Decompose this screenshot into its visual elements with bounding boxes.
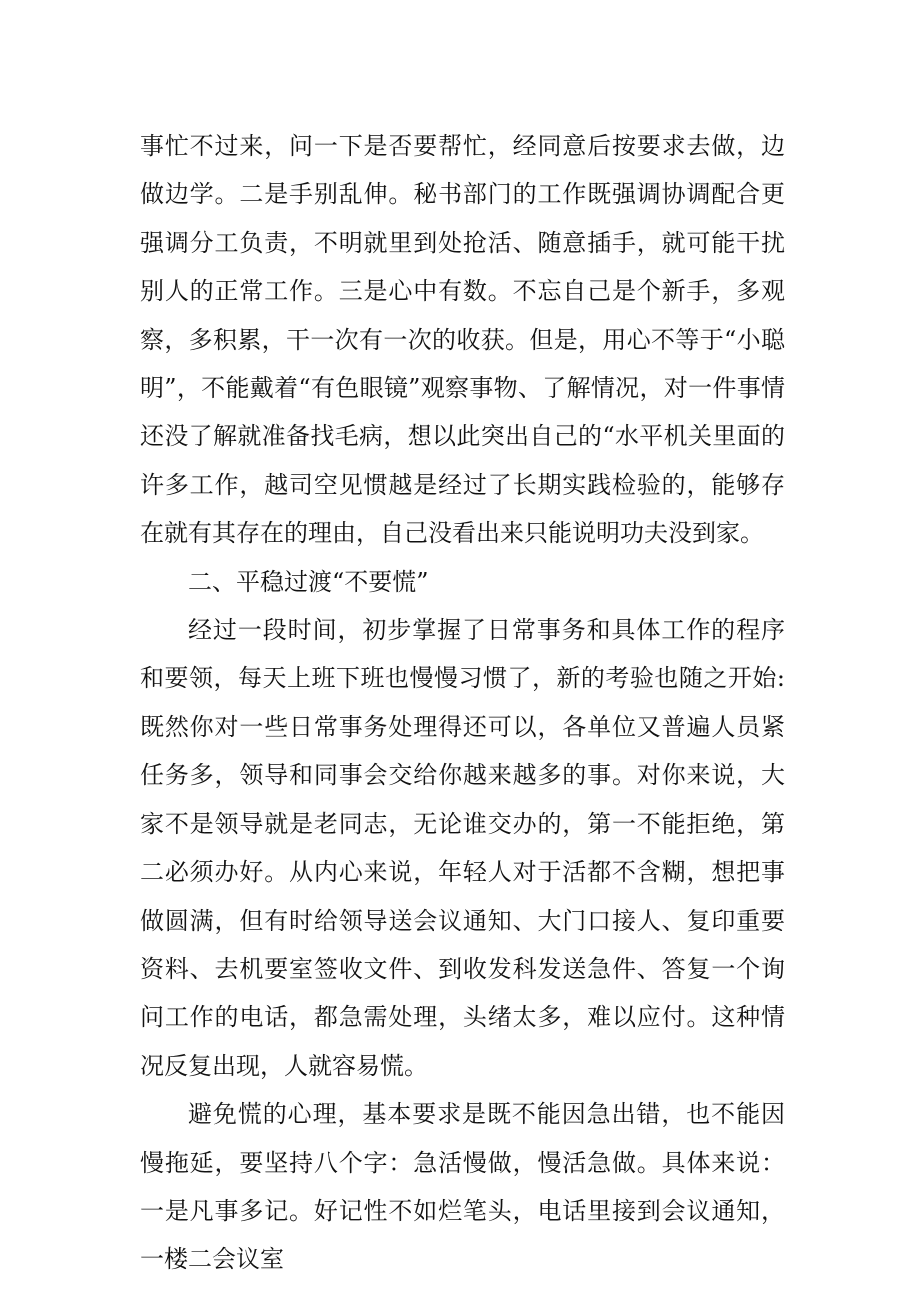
paragraph-continuation: 事忙不过来，问一下是否要帮忙，经同意后按要求去做，边做边学。二是手别乱伸。秘书部门的工作既强调协调配合更强调分工负责，不明就里到处抢活、随意插手，就可能干扰别人的正常工作。三是心中有数。不忘自己是个新手，多观察，多积累，干一次有一次的收获。但是，用心不等于“小聪明”，不能戴着“有色眼镜”观察事物、了解情况，对一件事情还没了解就准备找毛病，想以此突出自己的“水平机关里面的许多工作，越司空见惯越是经过了长期实践检验的，能够存在就有其存在的理由，自己没看出来只能说明功夫没到家。 [140, 132, 785, 548]
section-heading: 二、平稳过渡“不要慌” [188, 567, 429, 596]
paragraph: 经过一段时间，初步掌握了日常事务和具体工作的程序和要领，每天上班下班也慢慢习惯了，新的考验也随之开始:既然你对一些日常事务处理得还可以，各单位又普遍人员紧任务多，领导和同事会交给你越来越多的事。对你来说，大家不是领导就是老同志，无论谁交办的，第一不能拒绝，第二必须办好。从内心来说，年轻人对于活都不含糊，想把事做圆满，但有时给领导送会议通知、大门口接人、复印重要资料、去机要室签收文件、到收发科发送急件、答复一个询问工作的电话，都急需处理，头绪太多，难以应付。这种情况反复出现，人就容易慌。 [140, 616, 785, 1080]
paragraph: 避免慌的心理，基本要求是既不能因急出错，也不能因慢拖延，要坚持八个字：急活慢做，慢活急做。具体来说：一是凡事多记。好记性不如烂笔头，电话里接到会议通知，一楼二会议室 [140, 1100, 785, 1274]
document-body [140, 122, 785, 1284]
